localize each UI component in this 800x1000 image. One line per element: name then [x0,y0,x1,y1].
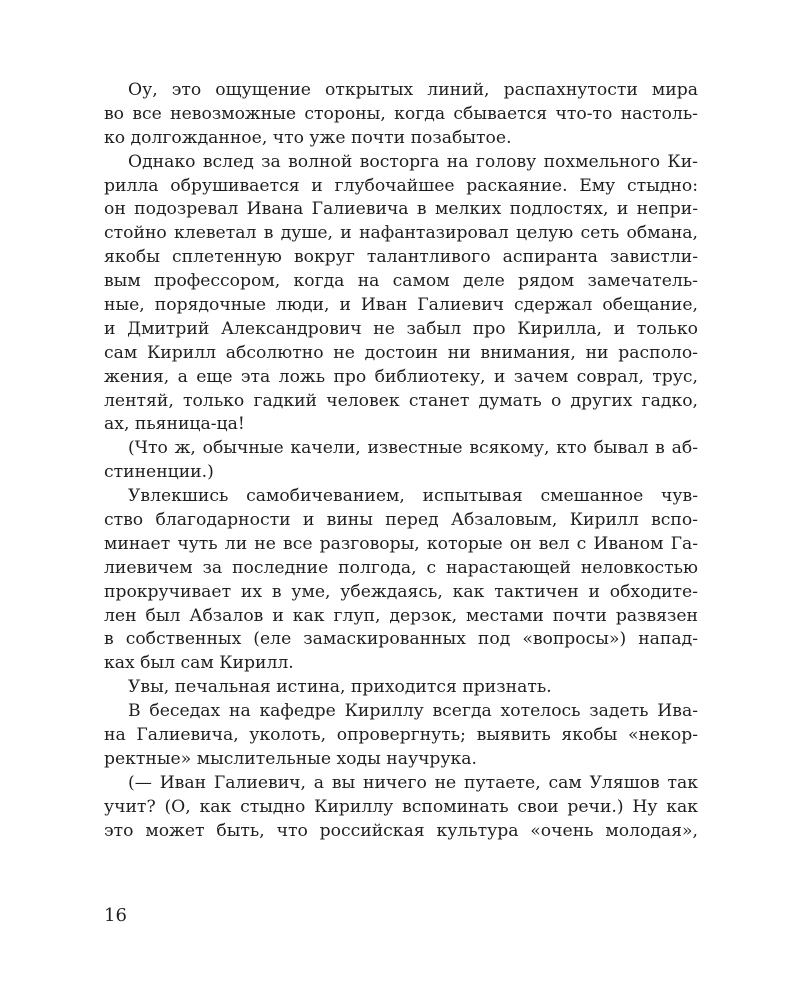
text-line: это может быть, что российская культура «очень молодая», [104,820,698,841]
text-line: он подозревал Ивана Галиевича в мелких подлостях, и непри- [104,199,698,220]
text-line: учит? (О, как стыдно Кириллу вспоминать свои речи.) Ну как [104,796,698,817]
page-number: 16 [104,905,127,926]
text-line: Оу, это ощущение открытых линий, распахнутости мира [128,80,698,100]
text-line: вым профессором, когда на самом деле рядом замечатель- [104,271,698,292]
text-line: во все невозможные стороны, когда сбывается что-то настоль- [104,103,698,124]
text-line: и Дмитрий Александрович не забыл про Кирилла, и только [104,318,698,339]
text-line: жения, а еще эта ложь про библиотеку, и зачем соврал, трус, [104,366,698,387]
text-line: лентяй, только гадкий человек станет думать о других гадко, [104,390,698,411]
text-line: стиненции.) [104,462,214,483]
text-line: (— Иван Галиевич, а вы ничего не путаете, сам Уляшов так [128,772,698,793]
text-line: В беседах на кафедре Кириллу всегда хотелось задеть Ива- [128,701,698,722]
text-line: ство благодарности и вины перед Абзаловым, Кирилл вспо- [104,510,698,531]
text-line: (Что ж, обычные качели, известные всякому, кто бывал в аб- [128,438,698,459]
text-line: Однако вслед за волной восторга на голову похмельного Ки- [128,151,698,172]
text-line: ко долгожданное, что уже почти позабытое. [104,127,512,148]
text-line: ректные» мыслительные ходы научрука. [104,748,477,769]
text-line: ные, порядочные люди, и Иван Галиевич сдержал обещание, [104,295,698,316]
text-line: минает чуть ли не все разговоры, которые он вел с Иваном Га- [104,533,698,554]
text-line: Увы, печальная истина, приходится признать. [128,677,552,698]
text-line: в собственных (еле замаскированных под «вопросы») напад- [104,629,698,650]
text-line: сам Кирилл абсолютно не достоин ни внимания, ни располо- [104,342,698,363]
text-line: ках был сам Кирилл. [104,653,294,674]
text-line: Увлекшись самобичеванием, испытывая смешанное чув- [128,486,698,507]
text-line: стойно клеветал в душе, и нафантазировал целую сеть обмана, [104,223,698,244]
body-text [104,79,698,844]
text-line: якобы сплетенную вокруг талантливого аспиранта завистли- [104,247,698,268]
text-line: рилла обрушивается и глубочайшее раскаяние. Ему стыдно: [104,175,698,196]
text-line: лиевичем за последние полгода, с нарастающей неловкостью [104,557,698,578]
text-line: прокручивает их в уме, убеждаясь, как тактичен и обходите- [104,581,698,602]
text-line: на Галиевича, уколоть, опровергнуть; выявить якобы «некор- [104,725,698,746]
text-line: лен был Абзалов и как глуп, дерзок, местами почти развязен [104,605,698,626]
text-line: ах, пьяница-ца! [104,414,245,435]
